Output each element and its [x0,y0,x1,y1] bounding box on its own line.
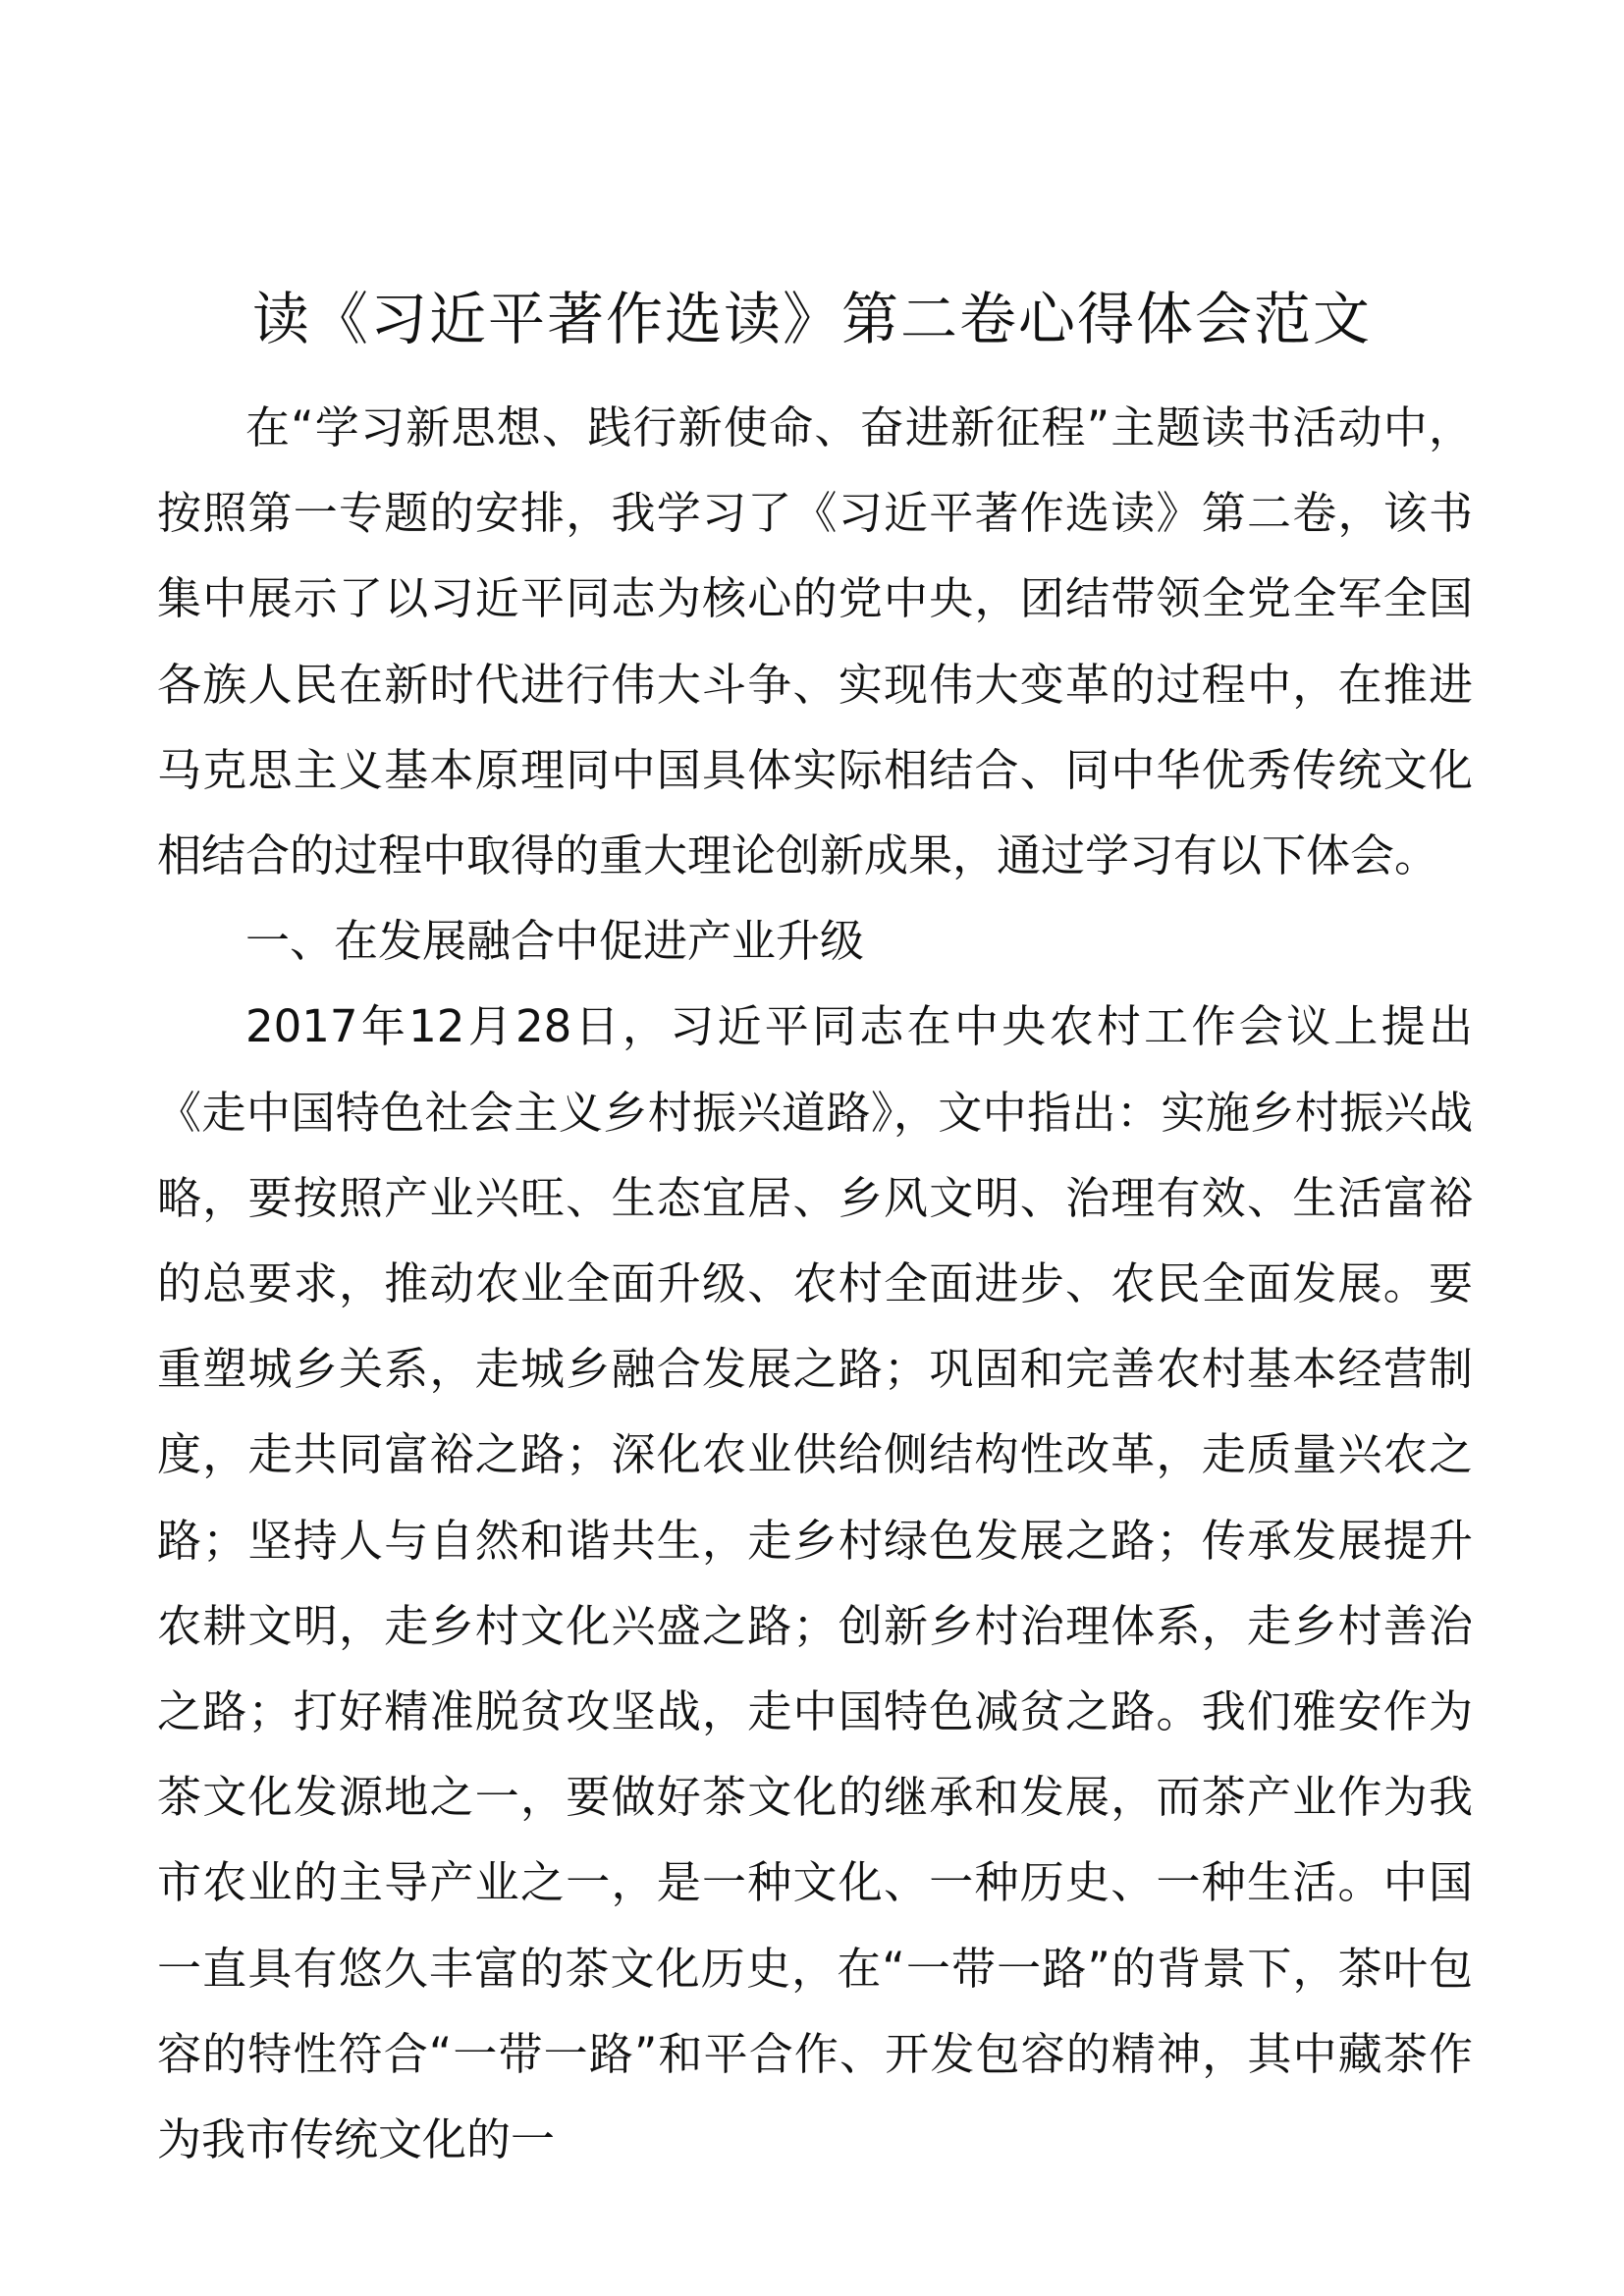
section-paragraph: 2017年12月28日，习近平同志在中央农村工作会议上提出《走中国特色社会主义乡村振兴道路》，文中指出：实施乡村振兴战略，要按照产业兴旺、生态宜居、乡风文明、治理有效、生活富裕的总要求，推动农业全面升级、农村全面进步、农民全面发展。要重塑城乡关系，走城乡融合发展之路；巩固和完善农村基本经营制度，走共同富裕之路；深化农业供给侧结构性改革，走质量兴农之路；坚持人与自然和谐共生，走乡村绿色发展之路；传承发展提升农耕文明，走乡村文化兴盛之路；创新乡村治理体系，走乡村善治之路；打好精准脱贫攻坚战，走中国特色减贫之路。我们雅安作为茶文化发源地之一，要做好茶文化的继承和发展，而茶产业作为我市农业的主导产业之一，是一种文化、一种历史、一种生活。中国一直具有悠久丰富的茶文化历史，在“一带一路”的背景下，茶叶包容的特性符合“一带一路”和平合作、开发包容的精神，其中藏茶作为我市传统文化的一 [157,1000,1473,2166]
section-heading: 一、在发展融合中促进产业升级 [245,915,865,968]
intro-paragraph: 在“学习新思想、践行新使命、奋进新征程”主题读书活动中，按照第一专题的安排，我学习了《习近平著作选读》第二卷，该书集中展示了以习近平同志为核心的党中央，团结带领全党全军全国各族人民在新时代进行伟大斗争、实现伟大变革的过程中，在推进马克思主义基本原理同中国具体实际相结合、同中华优秀传统文化相结合的过程中取得的重大理论创新成果，通过学习有以下体会。 [157,401,1473,882]
document-body [157,385,1473,2182]
document-title: 读《习近平著作选读》第二卷心得体会范文 [251,286,1372,352]
